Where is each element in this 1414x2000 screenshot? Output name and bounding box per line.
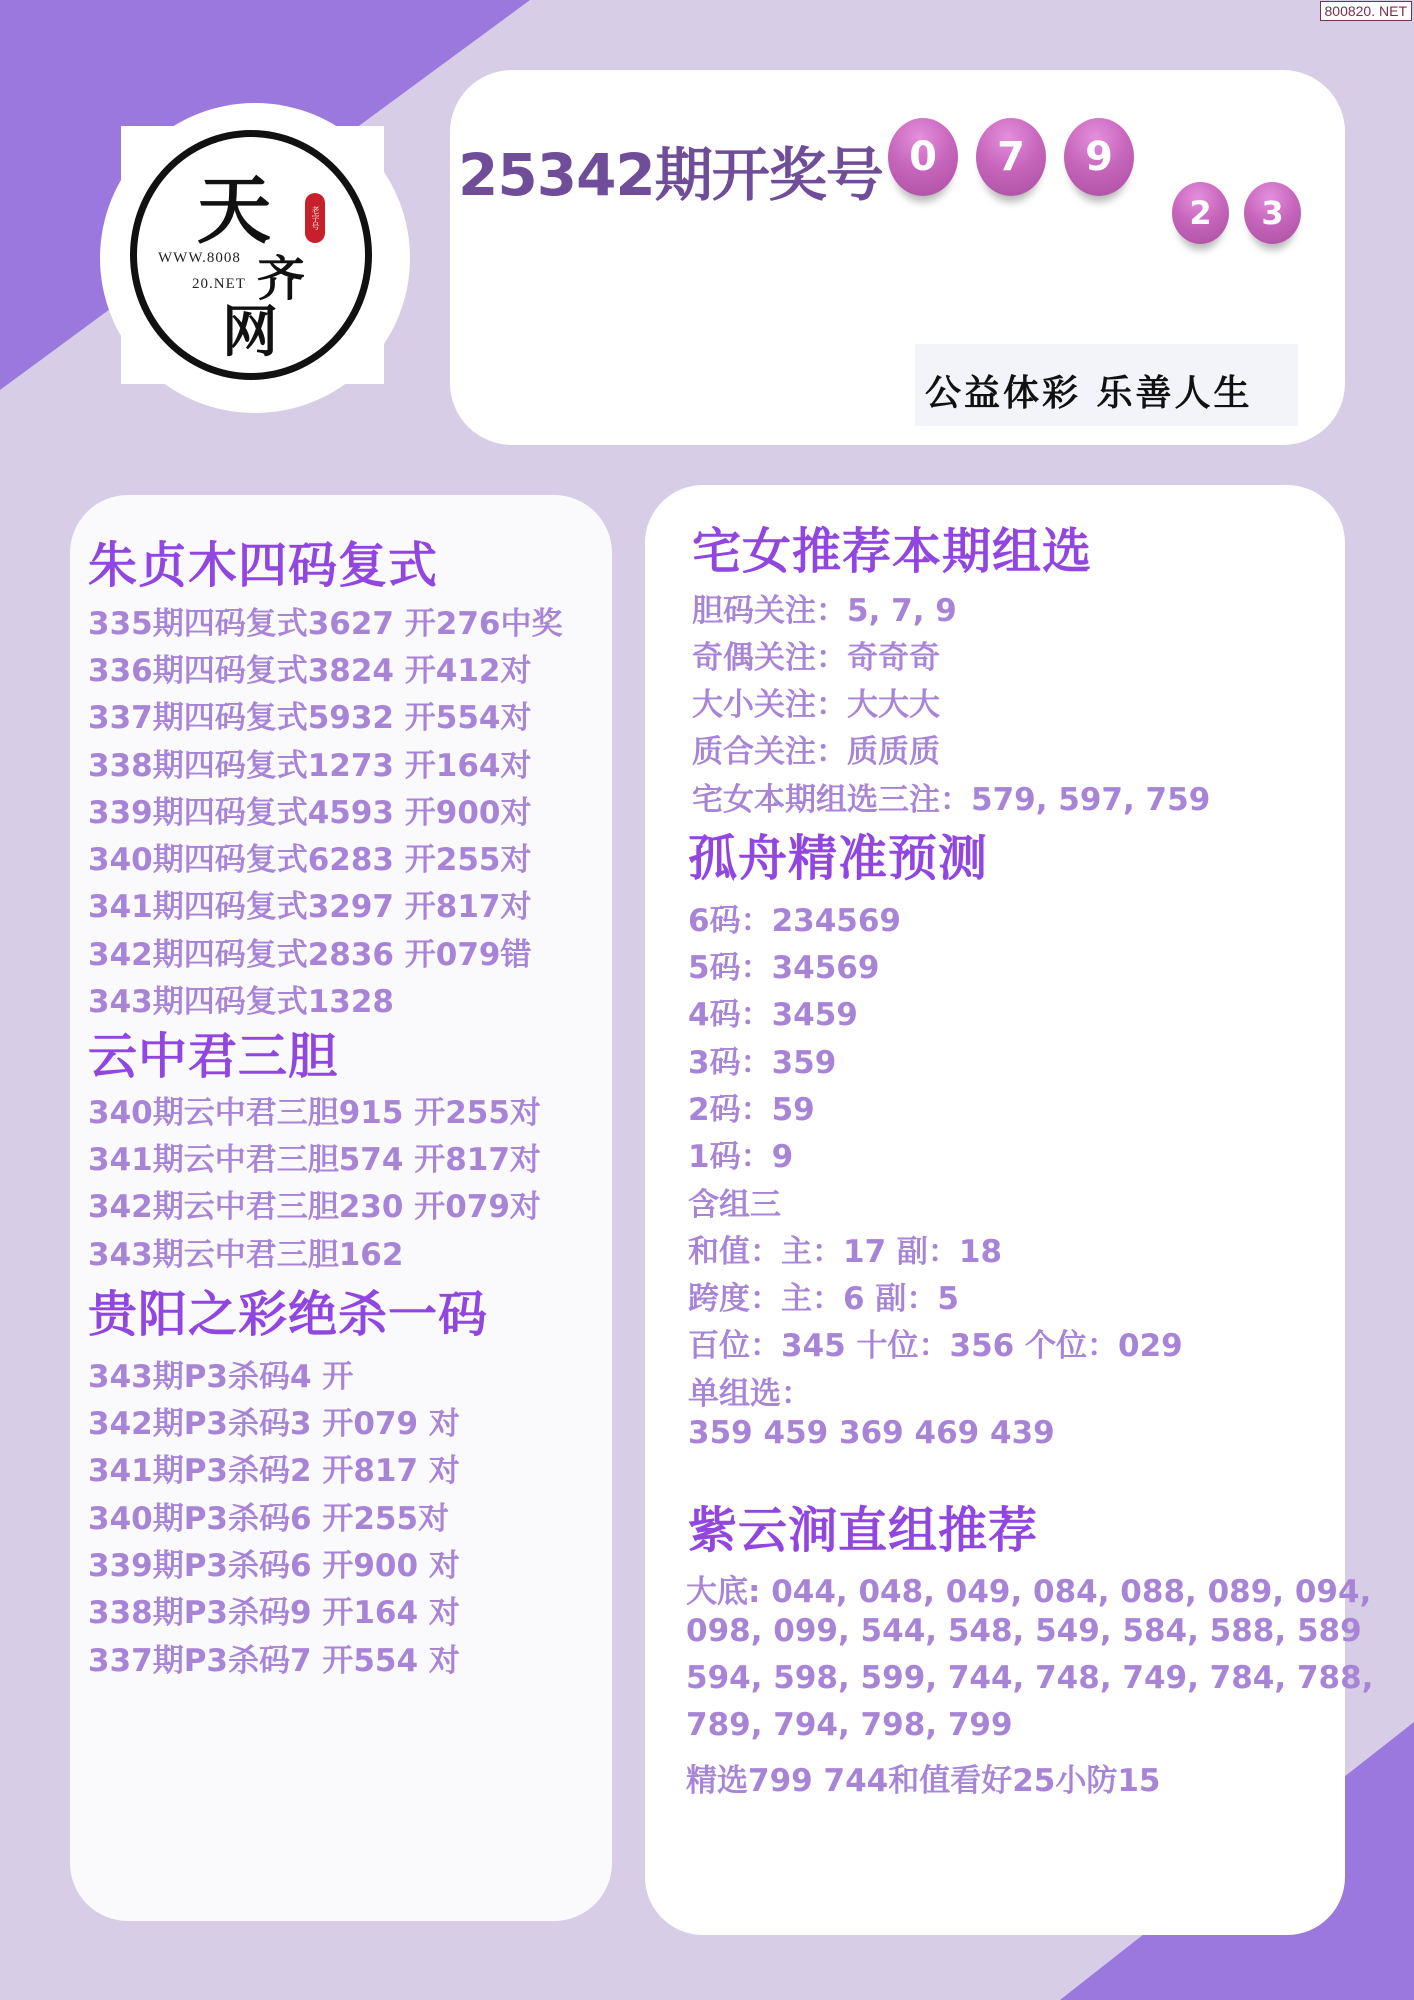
list-item: 789, 794, 798, 799 (686, 1707, 1013, 1743)
logo-seal-stamp: 老字号 (305, 193, 325, 243)
list-item: 4码：3459 (688, 997, 858, 1033)
section-title-zhainv: 宅女推荐本期组选 (692, 523, 1093, 580)
main-ball-1: 0 (888, 118, 958, 196)
list-item: 337期P3杀码7 开554 对 (88, 1643, 460, 1679)
list-item: 340期四码复式6283 开255对 (88, 842, 532, 878)
list-item: 343期四码复式1328 (88, 984, 394, 1020)
list-item: 341期云中君三胆574 开817对 (88, 1142, 541, 1178)
list-item: 百位：345 十位：356 个位：029 (688, 1328, 1183, 1364)
list-item: 胆码关注：5, 7, 9 (692, 593, 957, 629)
logo-char-qi: 齐 (257, 251, 306, 307)
logo-char-tian: 天 (197, 168, 271, 254)
list-item: 大小关注：大大大 (692, 687, 940, 723)
list-item: 和值：主：17 副：18 (688, 1234, 1003, 1270)
list-item: 338期P3杀码9 开164 对 (88, 1595, 460, 1631)
list-item: 343期P3杀码4 开 (88, 1359, 354, 1395)
list-item: 342期云中君三胆230 开079对 (88, 1189, 541, 1225)
main-ball-2: 7 (976, 118, 1046, 196)
list-item: 342期四码复式2836 开079错 (88, 937, 532, 973)
logo-url-line2: 20.NET (192, 276, 246, 292)
list-item: 342期P3杀码3 开079 对 (88, 1406, 460, 1442)
list-item: 3码：359 (688, 1045, 837, 1081)
list-item: 359 459 369 469 439 (688, 1415, 1055, 1451)
list-item: 336期四码复式3824 开412对 (88, 653, 532, 689)
draw-title: 25342期开奖号 (458, 141, 883, 209)
list-item: 宅女本期组选三注：579, 597, 759 (692, 782, 1211, 818)
list-item: 340期P3杀码6 开255对 (88, 1501, 450, 1537)
list-item: 6码：234569 (688, 903, 901, 939)
extra-ball-2: 3 (1244, 182, 1301, 244)
list-item: 跨度：主：6 副：5 (688, 1281, 959, 1317)
section-title-guzhou: 孤舟精准预测 (688, 830, 989, 887)
list-item: 338期四码复式1273 开164对 (88, 748, 532, 784)
list-item: 1码：9 (688, 1139, 794, 1175)
list-item: 343期云中君三胆162 (88, 1237, 404, 1273)
list-item: 质合关注：质质质 (692, 734, 940, 770)
list-item: 单组选： (688, 1376, 812, 1412)
list-item: 098, 099, 544, 548, 549, 584, 588, 589 (686, 1613, 1362, 1649)
extra-ball-1: 2 (1172, 182, 1229, 244)
list-item: 339期四码复式4593 开900对 (88, 795, 532, 831)
list-item: 奇偶关注：奇奇奇 (692, 640, 940, 676)
logo-url-line1: WWW.8008 (158, 250, 241, 266)
list-item: 339期P3杀码6 开900 对 (88, 1548, 460, 1584)
list-item: 335期四码复式3627 开276中奖 (88, 606, 563, 642)
slogan: 公益体彩 乐善人生 (925, 372, 1253, 414)
list-item: 5码：34569 (688, 950, 880, 986)
list-item: 340期云中君三胆915 开255对 (88, 1095, 541, 1131)
section-title-zhuzhenmu: 朱贞木四码复式 (88, 537, 439, 594)
list-item: 341期P3杀码2 开817 对 (88, 1453, 460, 1489)
list-item: 2码：59 (688, 1092, 815, 1128)
section-title-yunzhongjun: 云中君三胆 (88, 1028, 339, 1085)
list-item: 含组三 (688, 1187, 781, 1223)
list-item: 精选799 744和值看好25小防15 (686, 1763, 1161, 1799)
logo-char-wang: 网 (222, 299, 278, 365)
list-item: 341期四码复式3297 开817对 (88, 889, 532, 925)
list-item: 大底: 044, 048, 049, 084, 088, 089, 094, (686, 1574, 1372, 1610)
section-title-ziyunjian: 紫云涧直组推荐 (688, 1502, 1039, 1559)
main-ball-3: 9 (1064, 118, 1134, 196)
section-title-guiyang: 贵阳之彩绝杀一码 (88, 1286, 489, 1343)
watermark: 800820. NET (1320, 1, 1413, 21)
list-item: 337期四码复式5932 开554对 (88, 700, 532, 736)
list-item: 594, 598, 599, 744, 748, 749, 784, 788, (686, 1660, 1374, 1696)
